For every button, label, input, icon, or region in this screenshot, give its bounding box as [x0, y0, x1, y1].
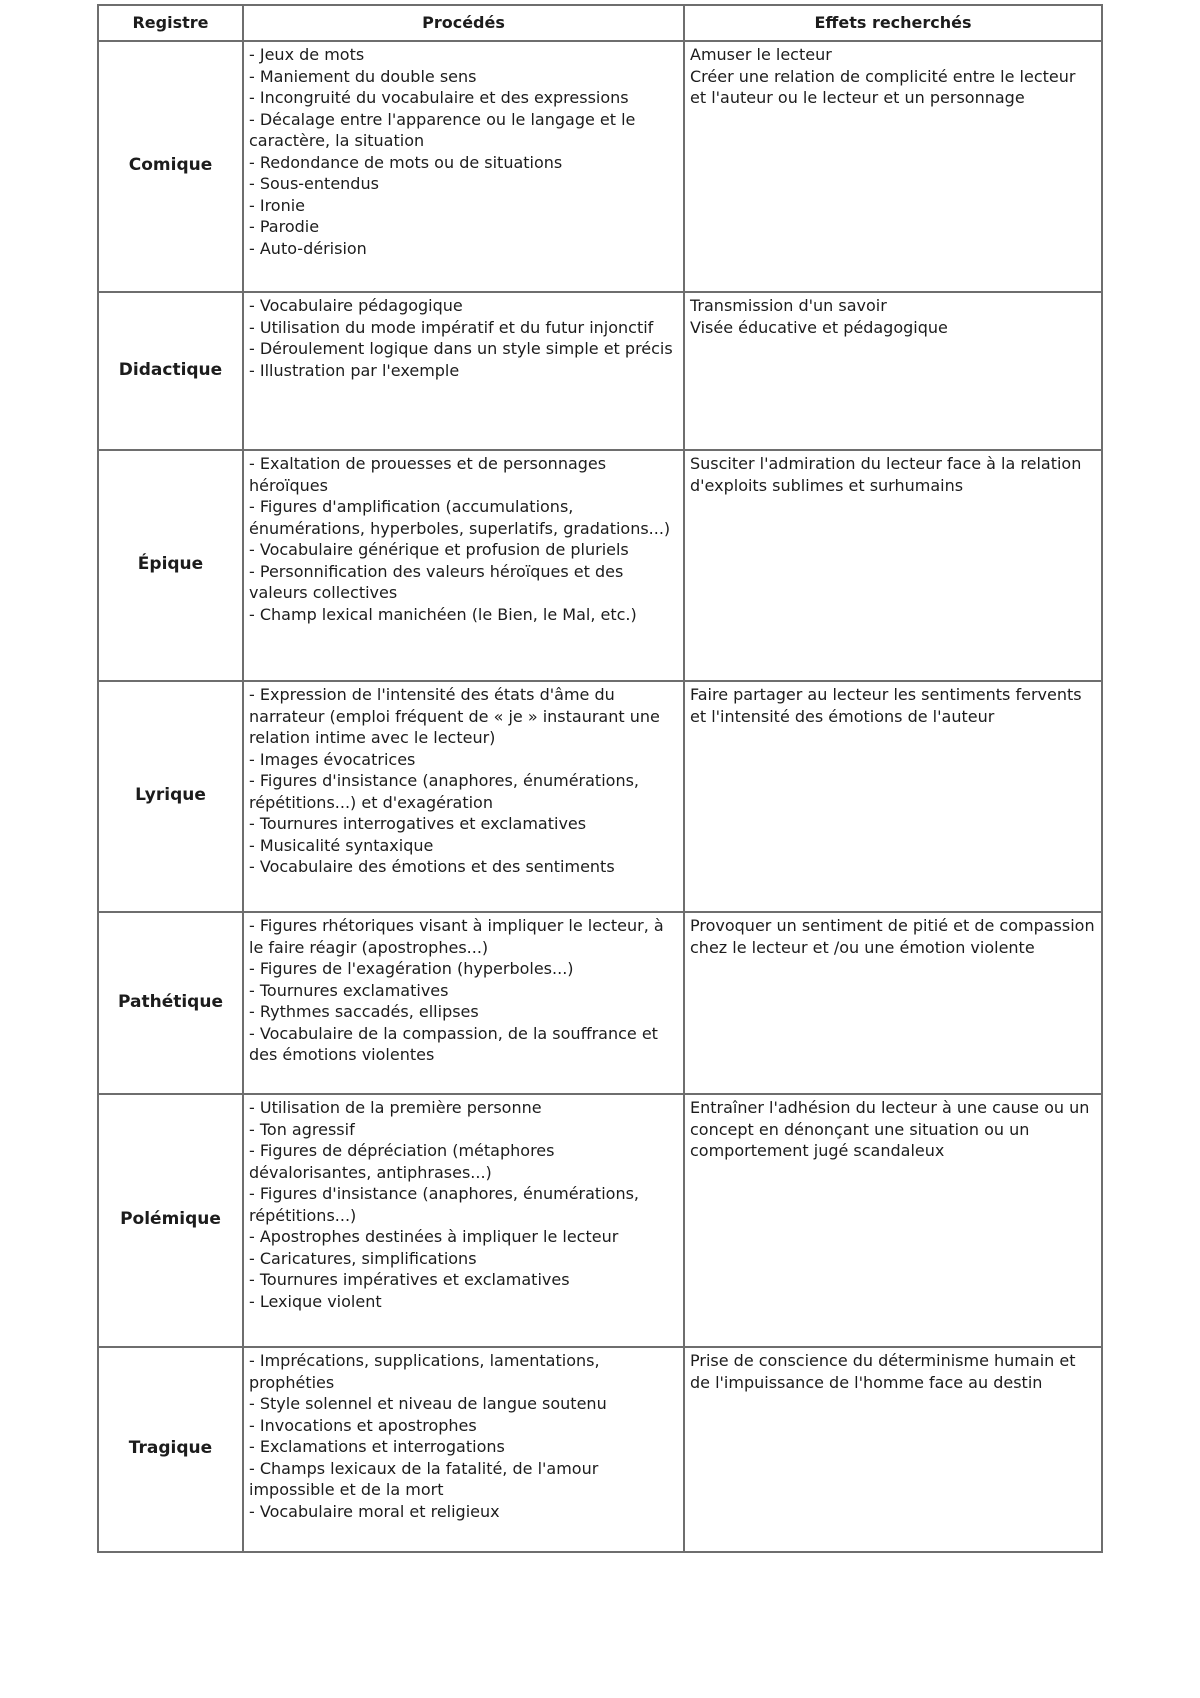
registres-document: [97, 4, 1101, 1553]
effets-cell: [684, 1347, 1102, 1552]
procede-item: - Champs lexicaux de la fatalité, de l'amour impossible et de la mort: [249, 1458, 599, 1499]
procede-item: - Vocabulaire des émotions et des sentiments: [249, 857, 615, 876]
procede-item: - Vocabulaire générique et profusion de pluriels: [249, 540, 629, 559]
procede-item: - Figures d'amplification (accumulations, énumérations, hyperboles, superlatifs, gradations...): [249, 497, 671, 538]
procede-item: - Champ lexical manichéen (le Bien, le Mal, etc.): [249, 604, 637, 624]
procede-item: - Images évocatrices: [249, 749, 416, 769]
header-row: [98, 5, 1102, 41]
procede-item: - Tournures interrogatives et exclamatives: [249, 814, 587, 833]
procede-item: - Musicalité syntaxique: [249, 835, 434, 855]
effet-item: Faire partager au lecteur les sentiments fervents et l'intensité des émotions de l'auteur: [690, 685, 1082, 726]
registre-cell: Polémique: [98, 1094, 243, 1347]
effets-cell: [684, 292, 1102, 450]
procede-item: - Auto-dérision: [249, 238, 367, 258]
registre-cell: Épique: [98, 450, 243, 681]
procede-item: - Redondance de mots ou de situations: [249, 152, 563, 172]
table-row: [98, 450, 1102, 681]
procede-item: - Tournures impératives et exclamatives: [249, 1270, 570, 1289]
registre-cell: Didactique: [98, 292, 243, 450]
registre-cell: Pathétique: [98, 912, 243, 1094]
procede-item: - Ironie: [249, 195, 306, 215]
header-registre: Registre: [98, 5, 243, 41]
effet-item: Visée éducative et pédagogique: [690, 317, 948, 337]
procede-item: - Sous-entendus: [249, 174, 379, 193]
procedes-cell: [243, 1094, 684, 1347]
procede-item: - Figures d'insistance (anaphores, énumérations, répétitions...): [249, 1184, 639, 1225]
table-body: [98, 41, 1102, 1552]
procedes-cell: [243, 450, 684, 681]
procede-item: - Utilisation de la première personne: [249, 1098, 542, 1117]
procede-item: - Rythmes saccadés, ellipses: [249, 1002, 479, 1021]
procede-item: - Expression de l'intensité des états d'âme du narrateur (emploi fréquent de « je » instaurant une relation intime avec le lecteur): [249, 685, 660, 747]
procedes-cell: [243, 1347, 684, 1552]
effet-item: Entraîner l'adhésion du lecteur à une cause ou un concept en dénonçant une situation ou un comportement jugé scandaleux: [690, 1098, 1090, 1160]
procede-item: - Illustration par l'exemple: [249, 360, 460, 380]
procede-item: - Caricatures, simplifications: [249, 1248, 477, 1268]
table-row: [98, 1094, 1102, 1347]
procede-item: - Figures de dépréciation (métaphores dévalorisantes, antiphrases...): [249, 1141, 555, 1182]
procede-item: - Figures rhétoriques visant à impliquer le lecteur, à le faire réagir (apostrophes...): [249, 916, 664, 957]
procede-item: - Maniement du double sens: [249, 66, 477, 86]
table-row: [98, 912, 1102, 1094]
procede-item: - Jeux de mots: [249, 45, 365, 64]
procede-item: - Parodie: [249, 217, 320, 236]
effet-item: Transmission d'un savoir: [690, 296, 887, 315]
procede-item: - Vocabulaire pédagogique: [249, 296, 463, 315]
table-header: [98, 5, 1102, 41]
procede-item: - Figures d'insistance (anaphores, énumérations, répétitions...) et d'exagération: [249, 771, 639, 812]
procede-item: - Personnification des valeurs héroïques et des valeurs collectives: [249, 561, 624, 602]
procedes-cell: [243, 41, 684, 292]
effets-cell: [684, 912, 1102, 1094]
effet-item: Amuser le lecteur: [690, 45, 832, 64]
table-row: [98, 292, 1102, 450]
procedes-cell: [243, 681, 684, 912]
procede-item: - Exaltation de prouesses et de personnages héroïques: [249, 454, 607, 495]
procedes-cell: [243, 912, 684, 1094]
procede-item: - Déroulement logique dans un style simple et précis: [249, 339, 673, 358]
registre-cell: Tragique: [98, 1347, 243, 1552]
effet-item: Susciter l'admiration du lecteur face à la relation d'exploits sublimes et surhumains: [690, 454, 1082, 495]
procede-item: - Invocations et apostrophes: [249, 1415, 477, 1435]
procede-item: - Vocabulaire de la compassion, de la souffrance et des émotions violentes: [249, 1023, 658, 1064]
table-row: [98, 41, 1102, 292]
effets-cell: [684, 41, 1102, 292]
procede-item: - Utilisation du mode impératif et du futur injonctif: [249, 317, 654, 337]
procede-item: - Tournures exclamatives: [249, 980, 449, 1000]
procede-item: - Imprécations, supplications, lamentations, prophéties: [249, 1351, 600, 1392]
procede-item: - Ton agressif: [249, 1119, 355, 1139]
procede-item: - Figures de l'exagération (hyperboles...): [249, 959, 574, 978]
table-row: [98, 681, 1102, 912]
procede-item: - Apostrophes destinées à impliquer le lecteur: [249, 1227, 619, 1246]
effets-cell: [684, 450, 1102, 681]
effets-cell: [684, 1094, 1102, 1347]
registre-cell: Comique: [98, 41, 243, 292]
effet-item: Créer une relation de complicité entre le lecteur et l'auteur ou le lecteur et un personnage: [690, 66, 1076, 107]
effet-item: Prise de conscience du déterminisme humain et de l'impuissance de l'homme face au destin: [690, 1351, 1076, 1392]
header-procedes: Procédés: [243, 5, 684, 41]
procede-item: - Incongruité du vocabulaire et des expressions: [249, 88, 629, 107]
table-row: [98, 1347, 1102, 1552]
effets-cell: [684, 681, 1102, 912]
procede-item: - Exclamations et interrogations: [249, 1437, 505, 1456]
registres-table: [97, 4, 1103, 1553]
registre-cell: Lyrique: [98, 681, 243, 912]
procede-item: - Décalage entre l'apparence ou le langage et le caractère, la situation: [249, 109, 636, 150]
procede-item: - Vocabulaire moral et religieux: [249, 1501, 500, 1521]
procedes-cell: [243, 292, 684, 450]
header-effets: Effets recherchés: [684, 5, 1102, 41]
effet-item: Provoquer un sentiment de pitié et de compassion chez le lecteur et /ou une émotion violente: [690, 916, 1095, 957]
procede-item: - Style solennel et niveau de langue soutenu: [249, 1394, 607, 1413]
procede-item: - Lexique violent: [249, 1291, 382, 1311]
